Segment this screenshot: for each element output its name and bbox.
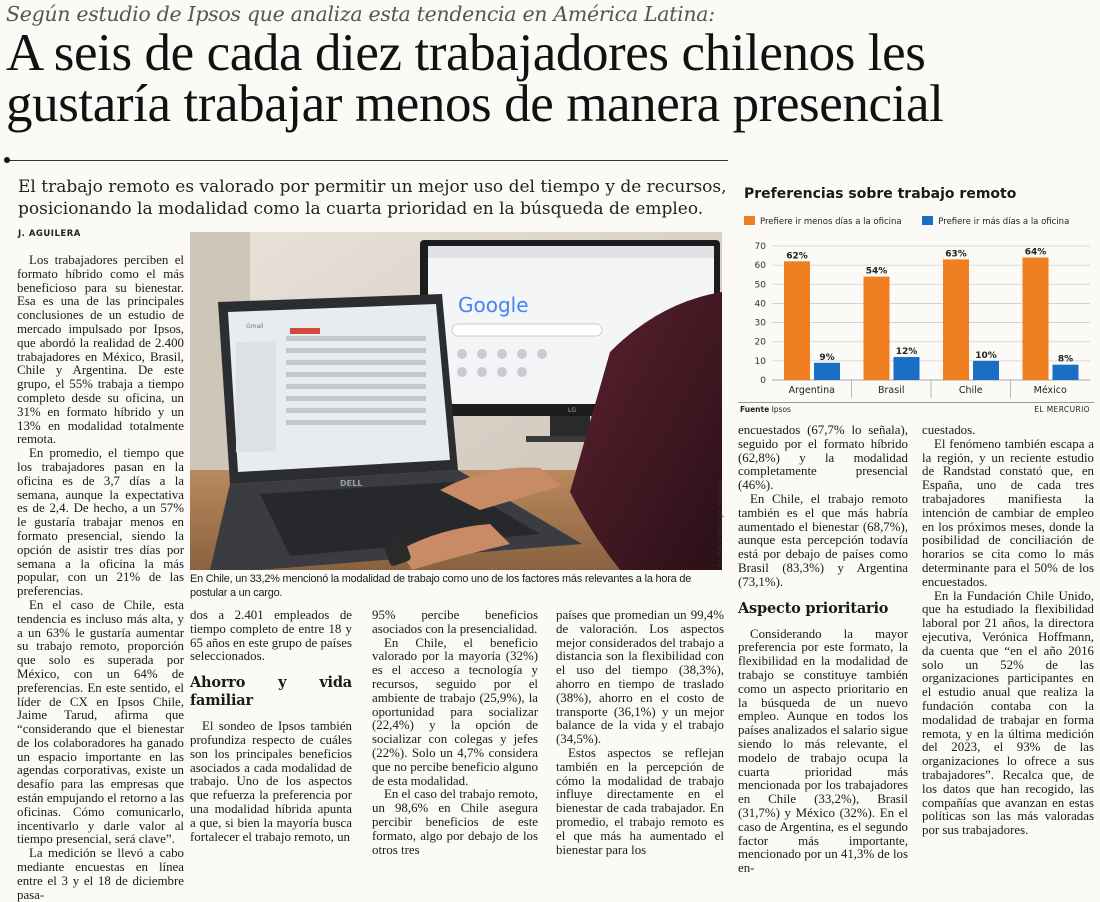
bar-mas-dias: [973, 361, 999, 380]
paragraph: Considerando la mayor preferencia por este formato, la flexibilidad en la modalidad de trabajo se constituye también como un aspecto prioritario en la búsqueda de un nuevo empleo. Aunque en todos los países analizados el salario sigue siendo lo más relevante, el modelo de trabajo ocupa la cuarta prioridad más mencionada por los trabajadores en Chile (33,2%), Brasil (31,7%) y México (32%). En el caso de Argentina, es el segundo factor más importante, mencionado por un 41,3% de los en-: [738, 626, 908, 876]
legend-item: [922, 217, 1069, 227]
paragraph: En el caso del trabajo remoto, un 98,6% en Chile asegura percibir beneficios de este formato, algo por debajo de los otros tres: [372, 787, 538, 857]
headline: [6, 24, 1096, 133]
paragraph: dos a 2.401 empleados de tiempo completo de entre 18 y 65 años en este grupo de países seleccionados.: [190, 608, 352, 664]
bar-value-label: 54%: [865, 266, 888, 277]
rule-dot: [4, 157, 10, 163]
legend-swatch-orange: [744, 216, 755, 225]
paragraph: El sondeo de Ipsos también profundiza respecto de cuáles son los principales beneficios asociados a cada modalidad de trabajo. Uno de los aspectos que refuerza la preferencia por una modalidad híbrida apunta a que, si bien la mayoría busca fortalecer el trabajo remoto, un: [190, 719, 352, 844]
y-tick-label: 20: [754, 337, 766, 348]
column-5: [738, 424, 908, 876]
publisher: EL MERCURIO: [1034, 405, 1090, 414]
paragraph: cuestados.: [922, 423, 976, 437]
chart-source: [740, 405, 791, 414]
y-tick-label: 30: [754, 318, 766, 329]
x-category-label: Chile: [958, 385, 983, 396]
headline-line: A seis de cada diez trabajadores chilenos les: [6, 24, 926, 82]
chart-legend: [744, 216, 1087, 227]
chart-footer: [738, 402, 1094, 414]
bar-value-label: 10%: [975, 350, 997, 361]
photo-caption: En Chile, un 33,2% mencionó la modalidad de trabajo como uno de los factores más relevantes a la hora de postular a un cargo.: [190, 573, 692, 599]
laptop-brand: DELL: [340, 479, 363, 488]
legend-label: Prefiere ir menos días a la oficina: [760, 217, 902, 227]
legend-swatch-blue: [922, 216, 933, 225]
paragraph: El fenómeno también escapa a la región, y un reciente estudio de Randstad constató que, en España, uno de cada tres trabajadores manifiesta la intención de cambiar de empleo en los próximos meses, donde la posibilidad de conciliación de horarios se cita como lo más determinante para el 50% de los encuestados.: [922, 436, 1094, 589]
subhead: Aspecto prioritario: [738, 599, 889, 617]
bar-value-label: 9%: [819, 352, 835, 363]
column-6: [922, 424, 1094, 838]
bar-mas-dias: [1053, 365, 1079, 380]
legend-item: [744, 217, 902, 227]
paragraph: La medición se llevó a cabo mediante encuestas en línea entre el 3 y el 18 de diciembre pasa-: [17, 846, 184, 902]
paragraph: En promedio, el tiempo que los trabajadores pasan en la oficina es de 3,7 días a la semana, aunque la expectativa es de 2,4. De hecho, a un 57% le gustaría trabajar menos en formato presencial, siendo la opción de asistir tres días por semana a la oficina la más popular, con un 21% de las preferencias.: [17, 446, 184, 599]
column-3: [372, 609, 538, 857]
paragraph: En el caso de Chile, esta tendencia es incluso más alta, y a un 63% le gustaría aumentar su trabajo remoto, proporción que solo es superada por México, con un 64% de preferencias. En este sentido, el líder de CX en Ipsos Chile, Jaime Tarud, afirma que “considerando que el bienestar de los colaboradores ha ganado un espacio importante en las agendas corporativas, existe un desafío para las empresas que están empujando el retorno a las oficinas. Cómo comunicarlo, incentivarlo y darle valor al tiempo presencial, será clave”.: [17, 597, 184, 847]
source-label: Fuente: [740, 405, 770, 414]
y-tick-label: 60: [754, 261, 766, 272]
paragraph: En la Fundación Chile Unido, que ha estudiado la flexibilidad laboral por 21 años, la directora ejecutiva, Verónica Hoffmann, da cuenta que “en el año 2016 solo un 52% de las organizaciones participantes en el estudio anual que realiza la fundación contaba con la modalidad de trabajar en forma remota, y en la última medición del 2023, el 93% de las organizaciones lo ofrece a sus trabajadores”. Recalca que, de los datos que han recogido, las compañías que avanzan en estas políticas son las más valoradas por sus trabajadores.: [922, 588, 1094, 838]
paragraph: Estos aspectos se reflejan también en la percepción de cómo la modalidad de trabajo influye directamente en el bienestar de cada trabajador. En promedio, el trabajo remoto es el que más ha aumentado el bienestar para los: [556, 745, 724, 857]
column-1: [17, 254, 184, 902]
photo-credit: ELISA VERDEJO SINSAY: [716, 479, 724, 566]
bar-value-label: 62%: [786, 251, 808, 262]
y-tick-label: 10: [754, 356, 766, 367]
bar-value-label: 12%: [895, 347, 918, 358]
bar-menos-dias: [943, 259, 969, 380]
bar-menos-dias: [1023, 257, 1049, 380]
deck-line: El trabajo remoto es valorado por permitir un mejor uso del tiempo y de recursos,: [18, 177, 727, 197]
paragraph: países que promedian un 99,4% de valoración. Los aspectos mejor considerados del trabajo a distancia son la flexibilidad con el uso del tiempo (38,3%), ahorro en tiempo de traslado (38%), ahorro en el costo de transporte (36,1%) y un mejor balance de la vida y el trabajo (34,5%).: [556, 608, 724, 747]
column-4: [556, 609, 724, 857]
y-tick-label: 70: [754, 242, 766, 252]
subhead: Ahorro y vida familiar: [190, 674, 352, 710]
y-tick-label: 50: [754, 280, 766, 291]
paragraph: 95% percibe beneficios asociados con la presencialidad.: [372, 608, 538, 636]
paragraph: encuestados (67,7% lo señala), seguido por el formato híbrido (62,8%) y la modalidad completamente presencial (46%).: [738, 423, 908, 493]
x-category-label: Brasil: [878, 385, 905, 396]
byline: J. AGUILERA: [18, 229, 81, 239]
bar-mas-dias: [894, 357, 920, 380]
bar-menos-dias: [784, 261, 810, 380]
chart: [738, 180, 1096, 412]
legend-label: Prefiere ir más días a la oficina: [938, 217, 1070, 227]
chart-plot: [738, 232, 1096, 400]
bar-menos-dias: [864, 277, 890, 380]
paragraph: En Chile, el beneficio valorado por la mayoría (32%) es el acceso a tecnología y recursos, seguido por el ambiente de trabajo (25,9%), la oportunidad para socializar (22,4%) y la opción de socializar con colegas y jefes (22%). Solo un 4,7% considera que no percibe beneficio alguno de esta modalidad.: [372, 635, 538, 788]
header-rule: [6, 160, 728, 161]
column-2: [190, 609, 352, 844]
bar-value-label: 63%: [945, 249, 967, 260]
y-tick-label: 0: [760, 376, 766, 386]
google-logo: Google: [458, 293, 529, 317]
headline-line: gustaría trabajar menos de manera presencial: [6, 75, 944, 133]
x-category-label: México: [1033, 385, 1067, 396]
deck: [18, 176, 727, 220]
article-photo: [190, 232, 722, 570]
x-category-label: Argentina: [788, 385, 835, 396]
chart-title: Preferencias sobre trabajo remoto: [744, 186, 1017, 202]
monitor-brand: LG: [568, 407, 576, 414]
deck-line: posicionando la modalidad como la cuarta prioridad en la búsqueda de empleo.: [18, 199, 704, 219]
bar-value-label: 64%: [1024, 247, 1047, 258]
photo-illustration: [190, 232, 722, 570]
bar-mas-dias: [814, 363, 840, 380]
kicker: Según estudio de Ipsos que analiza esta tendencia en América Latina:: [6, 2, 715, 26]
app-label: Gmail: [246, 323, 264, 330]
paragraph: Los trabajadores perciben el formato híbrido como el más beneficioso para su bienestar. Esa es una de las principales conclusiones de un estudio de mercado impulsado por Ipsos, que abordó la realidad de 2.400 trabajadores en México, Brasil, Chile y Argentina. De este grupo, el 55% trabaja a tiempo completo desde su oficina, un 31% en formato híbrido y un 13% en modalidad totalmente remota.: [17, 253, 184, 447]
paragraph: En Chile, el trabajo remoto también es el que más habría aumentado el bienestar (68,7%), aunque esta percepción todavía está por debajo de países como Brasil (83,3%) y Argentina (73,1%).: [738, 491, 908, 589]
bar-value-label: 8%: [1057, 354, 1074, 365]
source-name: Ipsos: [771, 405, 791, 414]
y-tick-label: 40: [754, 299, 766, 310]
